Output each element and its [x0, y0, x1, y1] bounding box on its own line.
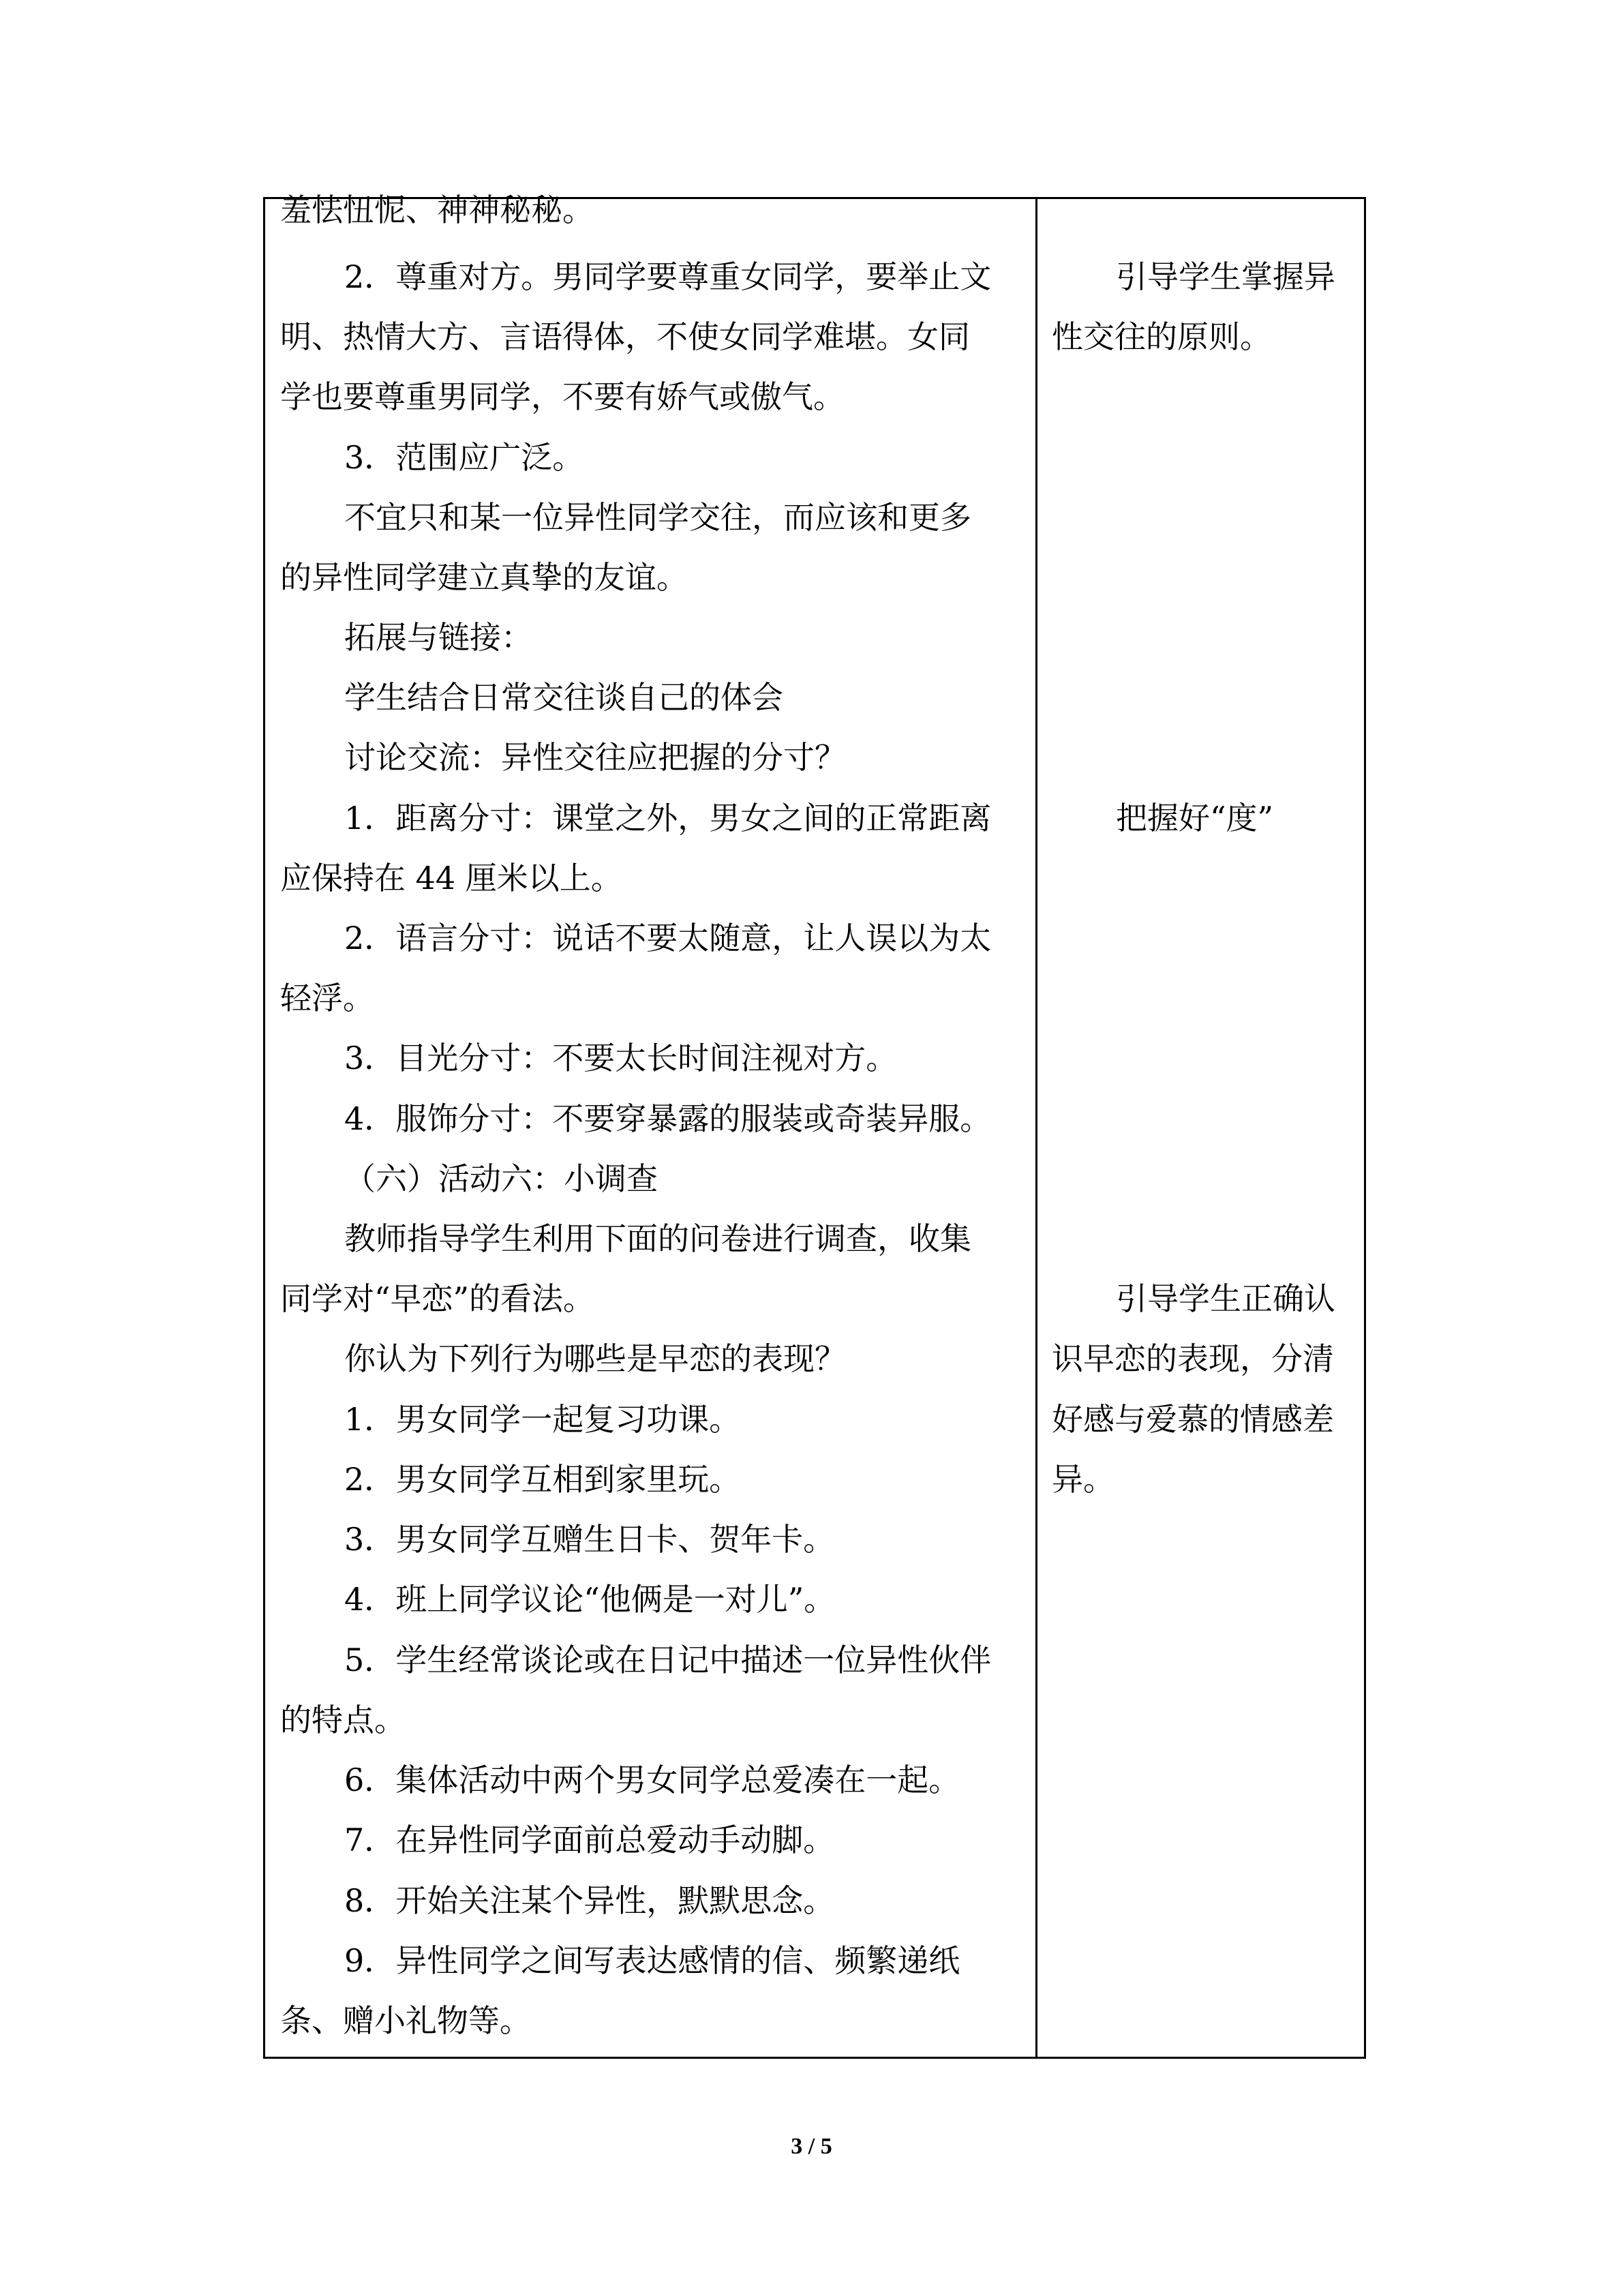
content-line: 明、热情大方、言语得体，不使女同学难堪。女同	[280, 318, 970, 355]
content-line: 教师指导学生利用下面的问卷进行调查，收集	[344, 1220, 971, 1257]
note-line: 引导学生正确认	[1116, 1280, 1335, 1317]
content-line: 3．范围应广泛。	[344, 439, 584, 476]
content-line: 4．班上同学议论“他俩是一对儿”。	[344, 1581, 836, 1618]
content-line: 9．异性同学之间写表达感情的信、频繁递纸	[344, 1942, 960, 1979]
content-line: 轻浮。	[280, 980, 374, 1016]
content-line: 1．距离分寸：课堂之外，男女之间的正常距离	[344, 800, 992, 836]
note-line: 好感与爱慕的情感差	[1052, 1401, 1334, 1438]
content-line: 拓展与链接：	[344, 619, 532, 656]
content-line: 你认为下列行为哪些是早恋的表现？	[344, 1340, 846, 1377]
content-line: 2．尊重对方。男同学要尊重女同学，要举止文	[344, 258, 992, 295]
content-line: 5．学生经常谈论或在日记中描述一位异性伙伴	[344, 1642, 992, 1678]
content-line: 羞怯忸怩、神神秘秘。	[280, 192, 594, 228]
note-line: 性交往的原则。	[1052, 318, 1271, 355]
content-line: 1．男女同学一起复习功课。	[344, 1401, 741, 1438]
content-line: 2．男女同学互相到家里玩。	[344, 1461, 741, 1498]
content-line: 同学对“早恋”的看法。	[280, 1280, 595, 1317]
content-line: 4．服饰分寸：不要穿暴露的服装或奇装异服。	[344, 1100, 992, 1137]
content-line: 学生结合日常交往谈自己的体会	[344, 679, 783, 716]
content-line: 6．集体活动中两个男女同学总爱凑在一起。	[344, 1762, 960, 1798]
content-line: 条、赠小礼物等。	[280, 2002, 531, 2039]
note-line: 引导学生掌握异	[1116, 258, 1335, 295]
content-line: （六）活动六：小调查	[344, 1160, 658, 1197]
content-line: 3．目光分寸：不要太长时间注视对方。	[344, 1040, 898, 1076]
content-line: 的特点。	[280, 1702, 406, 1738]
content-line: 3．男女同学互赠生日卡、贺年卡。	[344, 1521, 835, 1558]
page-number: 3 / 5	[791, 2134, 832, 2159]
note-line: 异。	[1052, 1461, 1114, 1498]
content-line: 不宜只和某一位异性同学交往，而应该和更多	[344, 499, 971, 536]
content-line: 讨论交流：异性交往应把握的分寸？	[344, 739, 846, 776]
content-line: 应保持在 44 厘米以上。	[280, 860, 622, 896]
content-line: 8．开始关注某个异性，默默思念。	[344, 1882, 835, 1919]
content-line: 2．语言分寸：说话不要太随意，让人误以为太	[344, 920, 992, 956]
content-line: 的异性同学建立真挚的友谊。	[280, 559, 688, 596]
content-line: 7．在异性同学面前总爱动手动脚。	[344, 1822, 835, 1858]
note-line: 把握好“度”	[1116, 800, 1274, 836]
content-line: 学也要尊重男同学，不要有娇气或傲气。	[280, 378, 845, 415]
note-line: 识早恋的表现，分清	[1052, 1340, 1334, 1377]
